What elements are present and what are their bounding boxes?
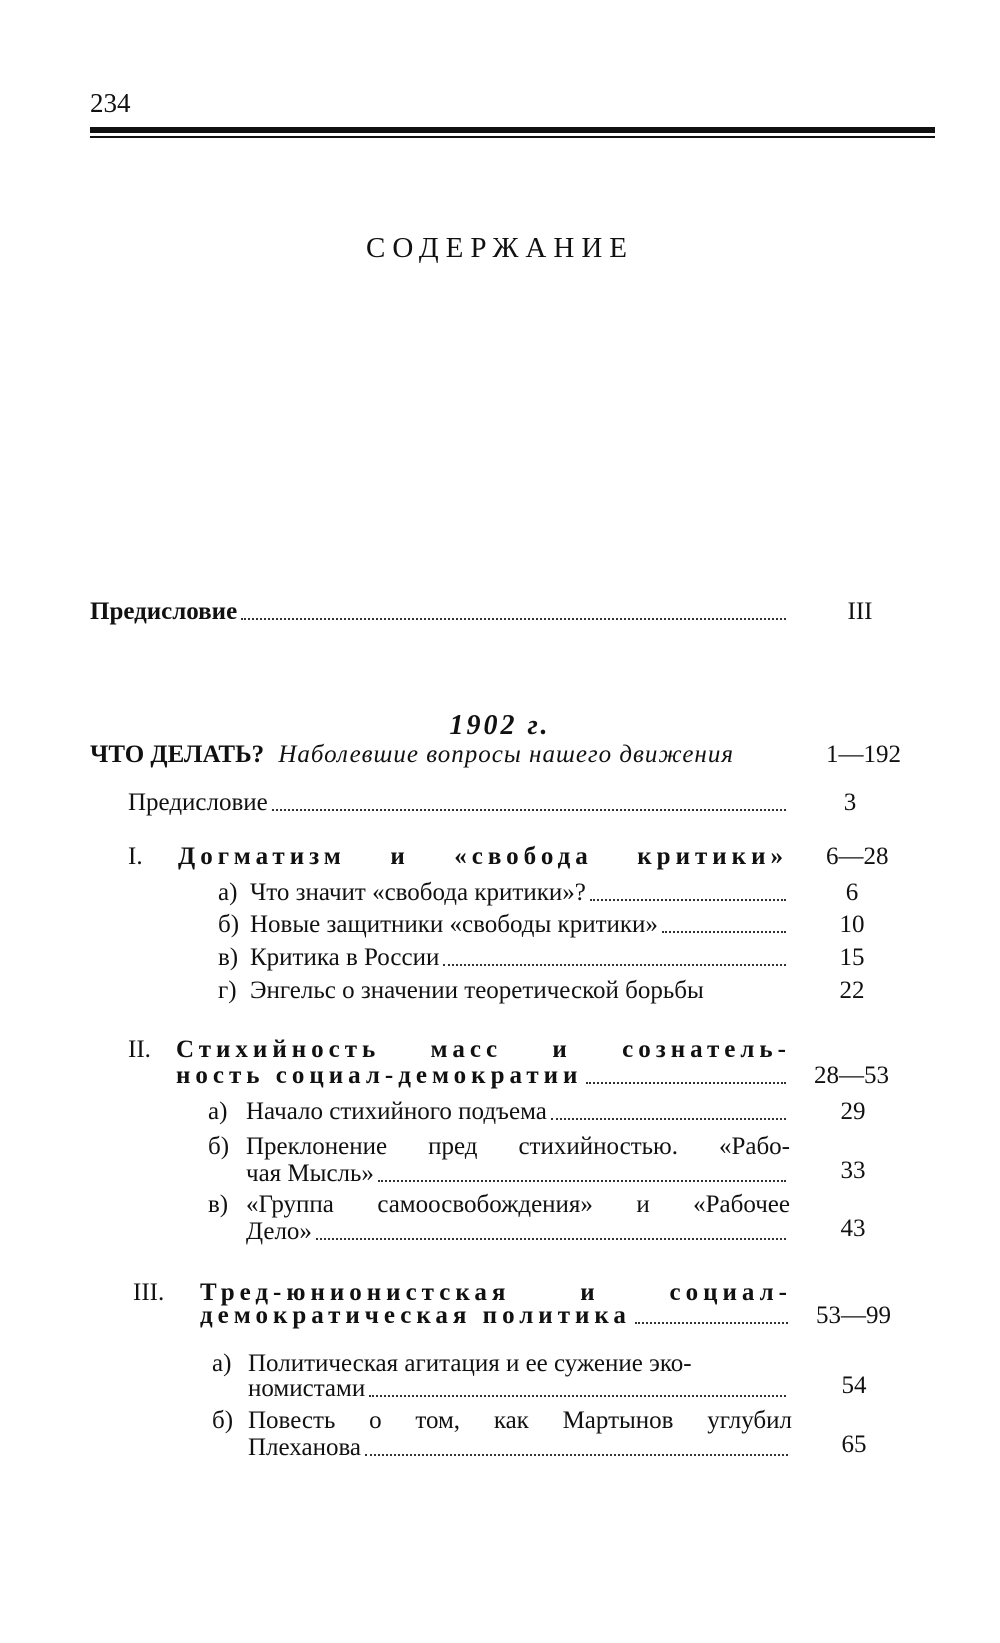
toc-page: 29 xyxy=(840,1098,866,1125)
toc-entry-work-preface[interactable] xyxy=(128,788,790,818)
word: и xyxy=(636,1191,650,1218)
word: как xyxy=(493,1407,529,1434)
word: «Рабочее xyxy=(693,1191,790,1218)
toc-page: 15 xyxy=(839,944,865,971)
toc-entry-section-line2[interactable] xyxy=(248,1374,790,1404)
chapter3-title-line2[interactable] xyxy=(200,1301,792,1331)
leader-dots xyxy=(586,1082,786,1084)
word: Стихийность xyxy=(176,1036,381,1063)
header-rule-thin xyxy=(90,136,935,138)
chapter-pages: 6—28 xyxy=(826,843,889,870)
word: пред xyxy=(428,1133,478,1160)
word: Догматизм xyxy=(178,843,346,870)
toc-label: Плеханова xyxy=(248,1434,362,1461)
word: и xyxy=(580,1279,600,1306)
leader-dots xyxy=(378,1180,786,1182)
toc-entry-section-line1[interactable] xyxy=(248,1406,792,1436)
toc-entry-section-line1[interactable]: Политическая агитация и ее сужение эко- xyxy=(248,1350,692,1377)
work-pages: 1—192 xyxy=(826,741,901,768)
chapter-pages: 53—99 xyxy=(816,1302,891,1329)
section-letter: а) xyxy=(218,879,238,906)
chapter-number: II. xyxy=(128,1036,151,1063)
toc-page: 33 xyxy=(840,1157,866,1184)
leader-dots xyxy=(551,1118,786,1120)
toc-label: номистами xyxy=(248,1375,366,1402)
word: и xyxy=(390,843,410,870)
word: Мартынов xyxy=(562,1407,674,1434)
word: «Группа xyxy=(246,1191,334,1218)
section-letter: а) xyxy=(212,1350,232,1377)
page-title: СОДЕРЖАНИЕ xyxy=(366,232,634,264)
leader-dots xyxy=(369,1395,786,1397)
word: «свобода xyxy=(454,843,593,870)
leader-dots xyxy=(241,618,786,620)
chapter2-title-line2[interactable] xyxy=(176,1061,790,1091)
header-rule-thick xyxy=(90,127,935,133)
toc-label: ность социал-демократии xyxy=(176,1062,583,1089)
year-heading: 1902 г. xyxy=(449,710,551,741)
work-subtitle: Наболевшие вопросы нашего движения xyxy=(278,741,734,768)
toc-page: III xyxy=(847,598,873,625)
word: том, xyxy=(415,1407,461,1434)
word: и xyxy=(552,1036,572,1063)
section-letter: в) xyxy=(218,944,239,971)
word: Преклонение xyxy=(246,1133,388,1160)
word: Тред-юнионистская xyxy=(200,1279,511,1306)
section-letter: б) xyxy=(208,1133,230,1160)
toc-label: Новые защитники «свободы критики» xyxy=(250,911,658,938)
word: самоосвобождения» xyxy=(377,1191,593,1218)
toc-label: Предисловие xyxy=(90,598,238,625)
section-letter: г) xyxy=(218,977,237,1004)
toc-entry-section-line2[interactable] xyxy=(248,1433,792,1463)
toc-label: Начало стихийного подъема xyxy=(246,1098,547,1125)
chapter-pages: 28—53 xyxy=(814,1062,889,1089)
leader-dots xyxy=(443,964,786,966)
leader-dots xyxy=(272,809,786,811)
toc-label: Предисловие xyxy=(128,789,268,816)
chapter-number: III. xyxy=(133,1279,165,1306)
toc-page: 10 xyxy=(839,911,865,938)
leader-dots xyxy=(590,899,786,901)
toc-page: 22 xyxy=(839,977,865,1004)
toc-entry-section-line1[interactable] xyxy=(246,1190,790,1220)
work-title-line[interactable] xyxy=(90,740,734,770)
section-letter: б) xyxy=(218,911,240,938)
toc-entry-section[interactable] xyxy=(250,943,790,973)
word: стихийностью. xyxy=(518,1133,678,1160)
leader-dots xyxy=(635,1322,788,1324)
toc-label: Критика в России xyxy=(250,944,440,971)
toc-page: 65 xyxy=(841,1431,867,1458)
page-number: 234 xyxy=(90,88,131,118)
toc-entry-section-line2[interactable] xyxy=(246,1217,790,1247)
leader-dots xyxy=(662,931,786,933)
word: социал- xyxy=(669,1279,792,1306)
word: углубил xyxy=(707,1407,792,1434)
toc-entry-section[interactable] xyxy=(250,878,790,908)
word: «Рабо- xyxy=(718,1133,790,1160)
leader-dots xyxy=(316,1238,786,1240)
toc-entry-section-line1[interactable] xyxy=(246,1132,790,1162)
word: критики» xyxy=(637,843,788,870)
toc-label: Что значит «свобода критики»? xyxy=(250,879,586,906)
chapter1-title[interactable] xyxy=(178,842,788,872)
section-letter: а) xyxy=(208,1098,228,1125)
toc-page: 54 xyxy=(841,1372,867,1399)
section-letter: б) xyxy=(212,1407,234,1434)
toc-entry-section[interactable] xyxy=(246,1097,790,1127)
work-title: ЧТО ДЕЛАТЬ? xyxy=(90,741,265,768)
word: Повесть xyxy=(248,1407,336,1434)
toc-entry-section[interactable]: Энгельс о значении теоретической борьбы xyxy=(250,977,704,1004)
toc-page: 6 xyxy=(845,879,859,906)
toc-entry-preface[interactable] xyxy=(90,597,790,627)
leader-dots xyxy=(365,1454,788,1456)
word: о xyxy=(369,1407,382,1434)
chapter-number: I. xyxy=(128,843,143,870)
toc-label: Дело» xyxy=(246,1218,312,1245)
toc-entry-section-line2[interactable] xyxy=(246,1159,790,1189)
toc-entry-section[interactable] xyxy=(250,910,790,940)
toc-label: демократическая политика xyxy=(200,1302,631,1329)
toc-label: чая Мысль» xyxy=(246,1160,374,1187)
toc-page: 3 xyxy=(843,789,857,816)
word: масс xyxy=(430,1036,503,1063)
section-letter: в) xyxy=(208,1191,229,1218)
word: сознатель- xyxy=(622,1036,791,1063)
toc-page: 43 xyxy=(840,1215,866,1242)
